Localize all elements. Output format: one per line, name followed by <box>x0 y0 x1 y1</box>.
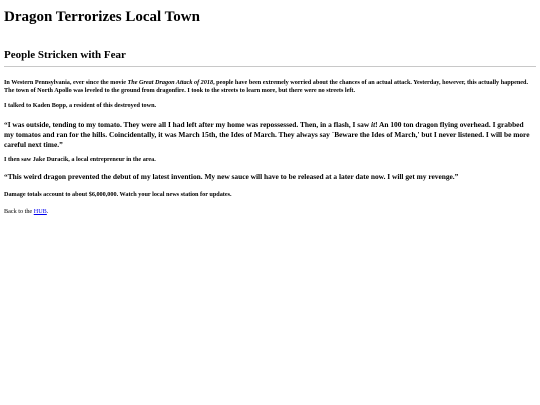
damage-paragraph: Damage totals account to about $6,000,000. Watch your local news station for updates. <box>4 191 232 198</box>
back-to-hub-line <box>4 208 532 216</box>
back-prefix: Back to the <box>4 208 34 215</box>
kaden-quote <box>4 120 532 150</box>
quote1-emphasis: it <box>371 120 376 129</box>
quote1-text-before: “I was outside, tending to my tomato. They were all I had left after my home was repossessed. Then, in a flash, I saw <box>4 120 372 129</box>
jake-intro-paragraph: I then saw Jake Duracik, a local entrepreneur in the area. <box>4 156 156 163</box>
intro-text-before: In Western Pennsylvania, ever since the movie <box>4 79 128 86</box>
divider <box>4 66 536 67</box>
hub-link[interactable]: HUB <box>33 208 47 215</box>
movie-title: The Great Dragon Attack of 2018 <box>127 79 214 86</box>
page-title: Dragon Terrorizes Local Town <box>4 9 200 25</box>
back-suffix: . <box>46 208 49 215</box>
intro-text-after: , people have been extremely worried about the chances of an actual attack. Yesterday, however, this actually happened. The town of North Apollo was leveled to the ground from dragonfire. I took to the streets to learn more, but there were no streets left. <box>4 79 529 94</box>
intro-paragraph <box>4 79 532 95</box>
kaden-intro-paragraph: I talked to Kaden Bopp, a resident of this destroyed town. <box>4 102 157 109</box>
jake-quote: “This weird dragon prevented the debut of my latest invention. My new sauce will have to be released at a later date now. I will get my revenge.” <box>4 172 459 181</box>
quote1-text-after: ! An 100 ton dragon flying overhead. I grabbed my tomatos and ran for the hills. Coincidentally, it was March 15th, the Ides of March. They always say `Beware the Ides of March,' but I never listened. I will be more careful next time.” <box>4 120 530 149</box>
page-subtitle: People Stricken with Fear <box>4 49 126 61</box>
